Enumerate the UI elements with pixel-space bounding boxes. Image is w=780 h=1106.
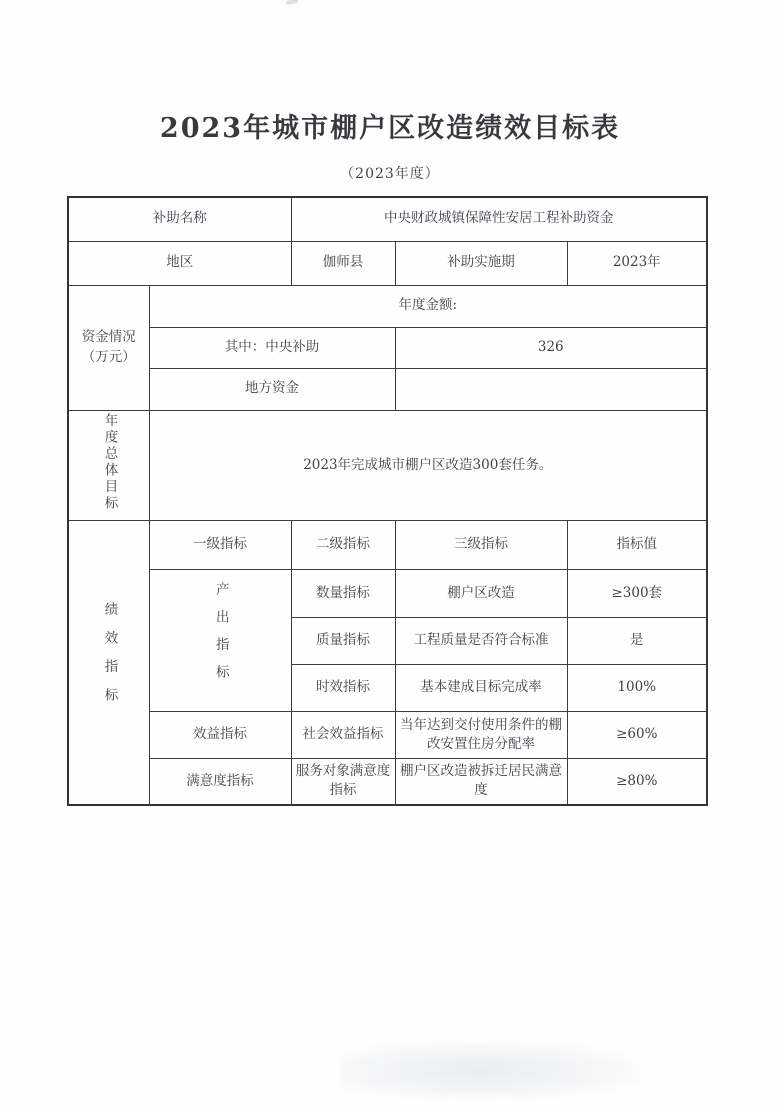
header-level3-cell: 三级指标 xyxy=(395,521,567,570)
scan-speck-artifact xyxy=(286,0,298,5)
level3-cell: 基本建成目标完成率 xyxy=(395,665,567,712)
header-level2-cell: 二级指标 xyxy=(291,521,395,570)
subsidy-name-row xyxy=(68,197,707,241)
level2-cell: 质量指标 xyxy=(291,618,395,665)
indicator-row-quantity xyxy=(68,570,707,618)
level3-cell: 工程质量是否符合标准 xyxy=(395,618,567,665)
performance-header-row xyxy=(68,521,707,570)
central-subsidy-value-cell: 326 xyxy=(395,327,707,368)
subsidy-name-label-cell: 补助名称 xyxy=(68,197,291,241)
level3-cell: 当年达到交付使用条件的棚改安置住房分配率 xyxy=(395,712,567,759)
region-value-cell: 伽师县 xyxy=(291,241,395,285)
funds-annual-amount-row xyxy=(68,285,707,327)
level3-cell: 棚户区改造被拆迁居民满意度 xyxy=(395,759,567,805)
performance-section-label-cell xyxy=(68,521,149,805)
performance-section-label: 绩效指标 xyxy=(101,602,118,717)
annual-goal-row xyxy=(68,410,707,521)
local-funds-value-cell xyxy=(395,368,707,410)
indicator-row-benefit xyxy=(68,712,707,759)
period-label-cell: 补助实施期 xyxy=(395,241,567,285)
level2-cell: 数量指标 xyxy=(291,570,395,618)
value-cell: 100% xyxy=(567,665,707,712)
annual-goal-content-cell: 2023年完成城市棚户区改造300套任务。 xyxy=(149,410,707,521)
level2-cell: 服务对象满意度指标 xyxy=(291,759,395,805)
period-value-cell: 2023年 xyxy=(567,241,707,285)
value-cell: ≥300套 xyxy=(567,570,707,618)
page-subtitle: （2023年度） xyxy=(340,166,440,182)
level2-cell: 社会效益指标 xyxy=(291,712,395,759)
value-cell: ≥80% xyxy=(567,759,707,805)
region-label-cell: 地区 xyxy=(68,241,291,285)
level3-cell: 棚户区改造 xyxy=(395,570,567,618)
output-group-label: 产出指标 xyxy=(212,582,229,693)
page-title: 2023年城市棚户区改造绩效目标表 xyxy=(159,113,621,144)
level1-cell: 效益指标 xyxy=(149,712,291,759)
central-subsidy-label-cell: 其中：中央补助 xyxy=(149,327,395,368)
level2-cell: 时效指标 xyxy=(291,665,395,712)
annual-amount-cell: 年度金额: xyxy=(149,285,707,327)
funds-section-label-cell: 资金情况（万元） xyxy=(68,285,149,410)
annual-goal-label-cell xyxy=(68,410,149,521)
local-funds-label-cell: 地方资金 xyxy=(149,368,395,410)
scan-smudge-artifact xyxy=(340,1040,650,1096)
header-level1-cell: 一级指标 xyxy=(149,521,291,570)
value-cell: 是 xyxy=(567,618,707,665)
value-cell: ≥60% xyxy=(567,712,707,759)
level1-cell: 满意度指标 xyxy=(149,759,291,805)
region-period-row xyxy=(68,241,707,285)
header-value-cell: 指标值 xyxy=(567,521,707,570)
annual-goal-label: 年度总体目标 xyxy=(101,412,118,512)
output-group-label-cell xyxy=(149,570,291,712)
local-funds-row xyxy=(68,368,707,410)
subsidy-name-value-cell: 中央财政城镇保障性安居工程补助资金 xyxy=(291,197,707,241)
central-subsidy-row xyxy=(68,327,707,368)
performance-target-table xyxy=(67,196,708,806)
indicator-row-satisfaction xyxy=(68,759,707,805)
